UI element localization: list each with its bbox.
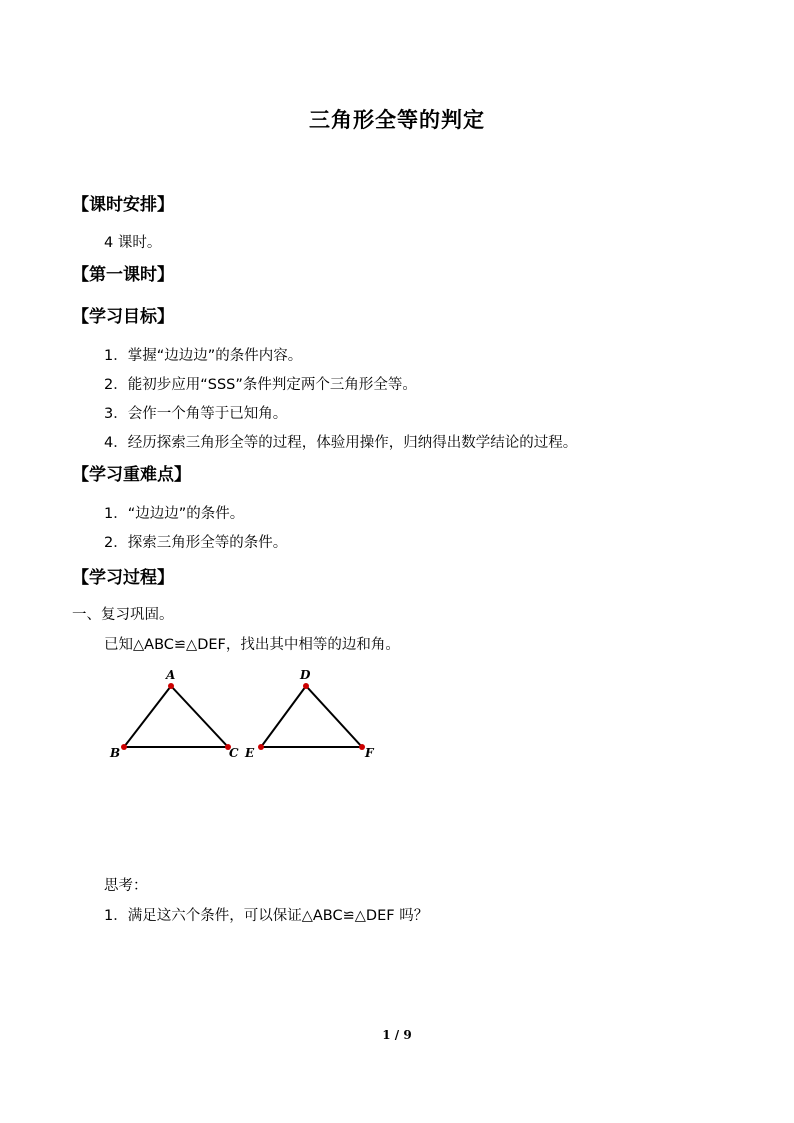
objective-item-3: 3．会作一个角等于已知角。 <box>104 406 288 422</box>
schedule-heading: 【课时安排】 <box>72 195 174 215</box>
key-point-item-1: 1．“边边边”的条件。 <box>104 506 245 522</box>
review-text: 已知△ABC≌△DEF，找出其中相等的边和角。 <box>104 637 400 653</box>
point-b <box>121 744 127 750</box>
page-number: 1 / 9 <box>382 1028 412 1042</box>
key-point-item-2: 2．探索三角形全等的条件。 <box>104 535 288 551</box>
process-heading: 【学习过程】 <box>72 568 174 588</box>
label-a: A <box>166 668 176 682</box>
label-f: F <box>365 746 374 760</box>
label-d: D <box>300 668 311 682</box>
lesson1-heading: 【第一课时】 <box>72 265 174 285</box>
objective-item-1: 1．掌握“边边边”的条件内容。 <box>104 348 303 364</box>
objective-item-2: 2．能初步应用“SSS”条件判定两个三角形全等。 <box>104 377 417 393</box>
schedule-text: 4 课时。 <box>104 235 162 251</box>
think-question: 1．满足这六个条件，可以保证△ABC≌△DEF 吗？ <box>104 908 429 924</box>
point-e <box>258 744 264 750</box>
triangle-def <box>261 686 362 747</box>
label-b: B <box>110 746 121 760</box>
think-label: 思考： <box>104 878 148 894</box>
page-title: 三角形全等的判定 <box>309 107 485 132</box>
objective-item-4: 4．经历探索三角形全等的过程，体验用操作，归纳得出数学结论的过程。 <box>104 435 578 451</box>
review-title: 一、复习巩固。 <box>72 607 174 623</box>
label-e: E <box>245 746 255 760</box>
triangle-abc <box>124 686 228 747</box>
point-a <box>168 683 174 689</box>
label-c: C <box>229 746 239 760</box>
objectives-heading: 【学习目标】 <box>72 307 174 327</box>
key-points-heading: 【学习重难点】 <box>72 465 191 485</box>
point-d <box>303 683 309 689</box>
